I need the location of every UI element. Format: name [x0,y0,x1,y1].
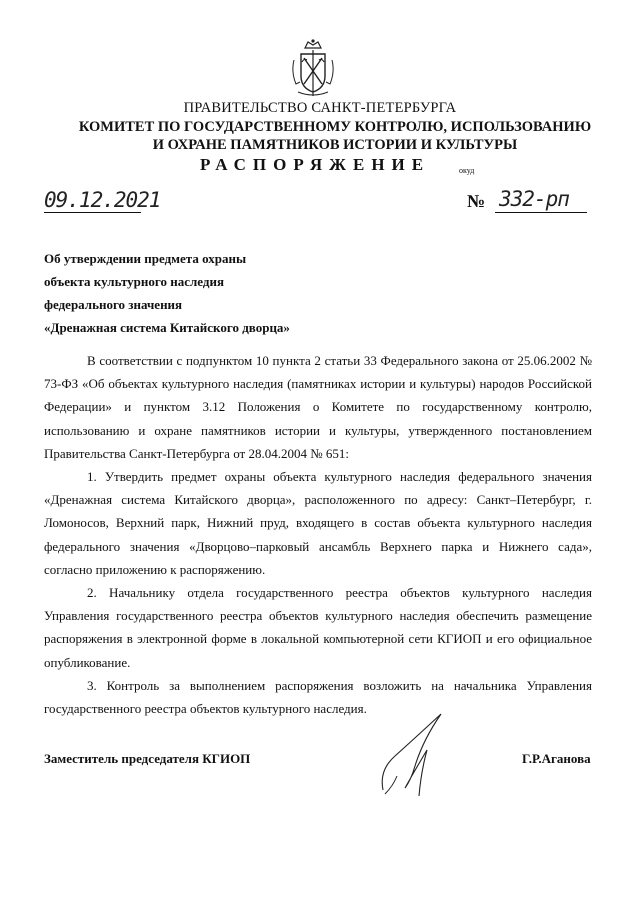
subject-line: федерального значения [44,297,183,312]
number-label: № [467,191,486,211]
signatory-name: Г.Р.Аганова [522,751,591,766]
document-body [44,349,592,720]
okud-label: окуд [459,166,475,175]
subject-line: «Дренажная система Китайского дворца» [44,320,290,335]
preamble-paragraph: В соответствии с подпунктом 10 пункта 2 статьи 33 Федерального закона от 25.06.2002 № 73-ФЗ «Об объектах культурного наследия (памятниках истории и культуры) народов Российской Федерации» и пунктом 3.12 Положения о Комитете по государственному контролю, использованию и охране памятников истории и культуры, утвержденного постановлением Правительства Санкт-Петербурга от 28.04.2004 № 651: [44,353,592,461]
committee-name-line1: КОМИТЕТ ПО ГОСУДАРСТВЕННОМУ КОНТРОЛЮ, ИСПОЛЬЗОВАНИЮ [78,119,592,135]
signatory-title: Заместитель председателя КГИОП [44,751,251,766]
government-name: ПРАВИТЕЛЬСТВО САНКТ-ПЕТЕРБУРГА [183,100,457,116]
document-number: 332-рп [499,187,569,211]
document-date: 09.12.2021 [44,188,161,212]
clause-2-paragraph: 2. Начальнику отдела государственного реестра объектов культурного наследия Управления государственного реестра объектов культурного наследия обеспечить размещение распоряжения в электронной форме в локальной компьютерной сети КГИОП и его официальное опубликование. [44,585,592,670]
date-underline [44,212,141,213]
document-type: РАСПОРЯЖЕНИЕ [200,155,431,174]
spb-coat-of-arms-icon [288,38,338,100]
number-underline [495,212,587,213]
subject-line: объекта культурного наследия [44,274,224,289]
subject-line: Об утверждении предмета охраны [44,251,247,266]
handwritten-signature-icon [375,710,455,800]
document-subject [44,247,290,339]
clause-3-paragraph: 3. Контроль за выполнением распоряжения возложить на начальника Управления государственного реестра объектов культурного наследия. [44,677,592,717]
clause-1-paragraph: 1. Утвердить предмет охраны объекта культурного наследия федерального значения «Дренажная система Китайского дворца», расположенного по адресу: Санкт–Петербург, г. Ломоносов, Верхний парк, Нижний пруд, входящего в состав объекта культурного наследия федерального значения «Дворцово–парковый ансамбль Верхнего парка и Нижнего сада», согласно приложению к распоряжению. [44,469,592,577]
committee-name [30,118,640,154]
committee-name-line2: И ОХРАНЕ ПАМЯТНИКОВ ИСТОРИИ И КУЛЬТУРЫ [152,137,518,153]
